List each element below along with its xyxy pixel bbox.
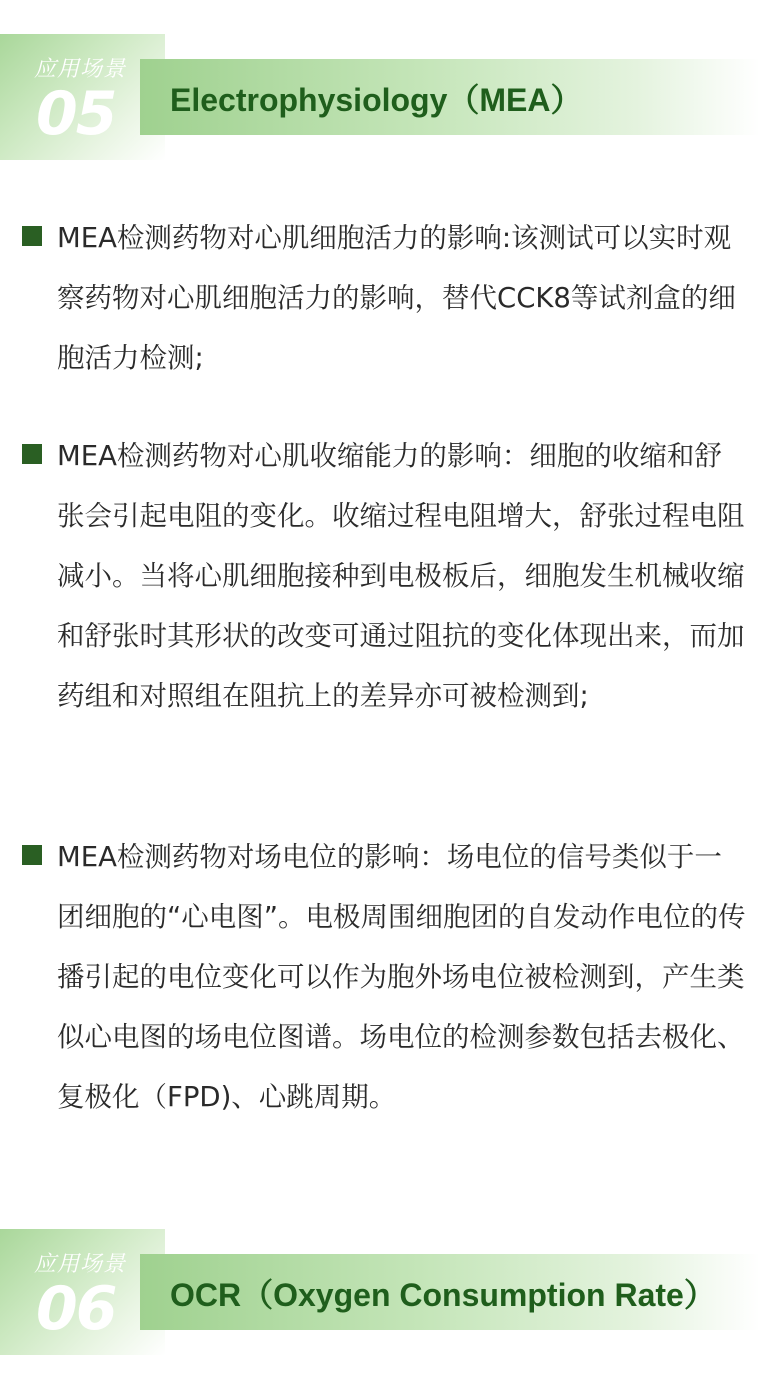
badge-number: 05 (36, 79, 116, 149)
bullet-text: MEA检测药物对心肌收缩能力的影响：细胞的收缩和舒张会引起电阻的变化。收缩过程电阻增大，舒张过程电阻减小。当将心肌细胞接种到电极板后，细胞发生机械收缩和舒张时其形状的改变可通过阻抗的变化体现出来，而加药组和对照组在阻抗上的差异亦可被检测到; (57, 440, 745, 712)
square-bullet-icon (22, 226, 42, 246)
badge-label: 应用场景 (34, 1252, 127, 1277)
badge-number: 06 (36, 1274, 116, 1344)
section-title: Electrophysiology（MEA） (170, 82, 583, 118)
square-bullet-icon (22, 444, 42, 464)
square-bullet-icon (22, 845, 42, 865)
section-header-05 (0, 34, 760, 166)
bullet-text: MEA检测药物对心肌细胞活力的影响:该测试可以实时观察药物对心肌细胞活力的影响，替代CCK8等试剂盒的细胞活力检测; (57, 222, 736, 374)
bullet-text: MEA检测药物对场电位的影响：场电位的信号类似于一团细胞的“心电图”。电极周围细胞团的自发动作电位的传播引起的电位变化可以作为胞外场电位被检测到，产生类似心电图的场电位图谱。场电位的检测参数包括去极化、复极化（FPD)、心跳周期。 (57, 841, 746, 1113)
badge-label: 应用场景 (34, 57, 127, 82)
section-title: OCR（Oxygen Consumption Rate） (170, 1277, 716, 1313)
section-header-06 (0, 1229, 760, 1361)
